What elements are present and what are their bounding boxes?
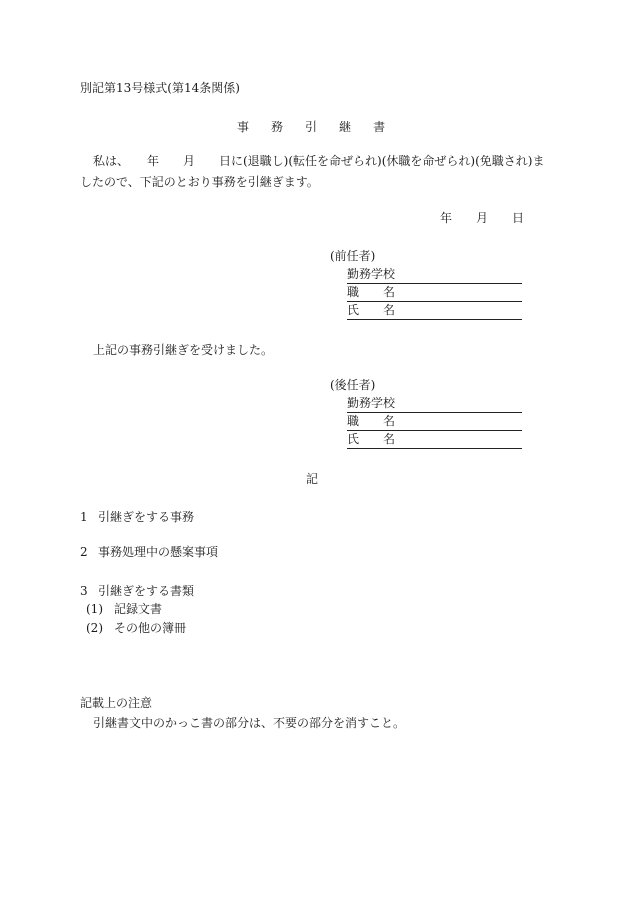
title-char: 引 <box>305 120 320 134</box>
predecessor-name-field[interactable] <box>347 301 522 320</box>
title-char: 務 <box>271 120 286 134</box>
title-char: 事 <box>237 120 252 134</box>
form-id: 別記第13号様式(第14条関係) <box>80 81 240 95</box>
list-item <box>80 511 194 523</box>
item-number: 2 <box>80 545 88 559</box>
body-text-line-2: したので、下記のとおり事務を引継ぎます。 <box>80 175 319 189</box>
item-label: 引継ぎをする書類 <box>98 584 195 598</box>
received-statement: 上記の事務引継ぎを受けました。 <box>93 343 274 357</box>
notes-body: 引継書文中のかっこ書の部分は、不要の部分を消すこと。 <box>93 716 406 730</box>
successor-school-field[interactable] <box>347 394 522 413</box>
title-char: 継 <box>339 120 354 134</box>
successor-name-field[interactable] <box>347 430 522 449</box>
sub-item-label: 記録文書 <box>114 602 163 616</box>
position-label: 職 名 <box>347 414 396 428</box>
item-label: 事務処理中の懸案事項 <box>98 545 219 559</box>
school-label: 勤務学校 <box>347 267 396 281</box>
body-text-line-1: 私は、 年 月 日に(退職し)(転任を命ぜられ)(休職を命ぜられ)(免職され)ま <box>93 154 545 168</box>
sub-item-label: その他の簿冊 <box>114 621 187 635</box>
predecessor-school-field[interactable] <box>347 265 522 284</box>
date-line: 年 月 日 <box>440 211 525 225</box>
title-char: 書 <box>373 120 388 134</box>
item-number: 3 <box>80 584 88 598</box>
list-item <box>80 546 218 558</box>
ki-heading: 記 <box>306 472 319 486</box>
successor-role-label: (後任者) <box>330 378 376 392</box>
item-number: 1 <box>80 510 88 524</box>
predecessor-role-label: (前任者) <box>330 249 376 263</box>
successor-position-field[interactable] <box>347 412 522 431</box>
sub-list-item <box>86 603 162 615</box>
predecessor-position-field[interactable] <box>347 283 522 302</box>
name-label: 氏 名 <box>347 432 396 446</box>
list-item <box>80 585 194 597</box>
name-label: 氏 名 <box>347 303 396 317</box>
item-label: 引継ぎをする事務 <box>98 510 195 524</box>
position-label: 職 名 <box>347 285 396 299</box>
school-label: 勤務学校 <box>347 396 396 410</box>
sub-item-number: (1) <box>86 602 103 616</box>
notes-heading: 記載上の注意 <box>80 696 153 710</box>
sub-item-number: (2) <box>86 621 103 635</box>
document-title <box>237 121 407 133</box>
sub-list-item <box>86 622 186 634</box>
